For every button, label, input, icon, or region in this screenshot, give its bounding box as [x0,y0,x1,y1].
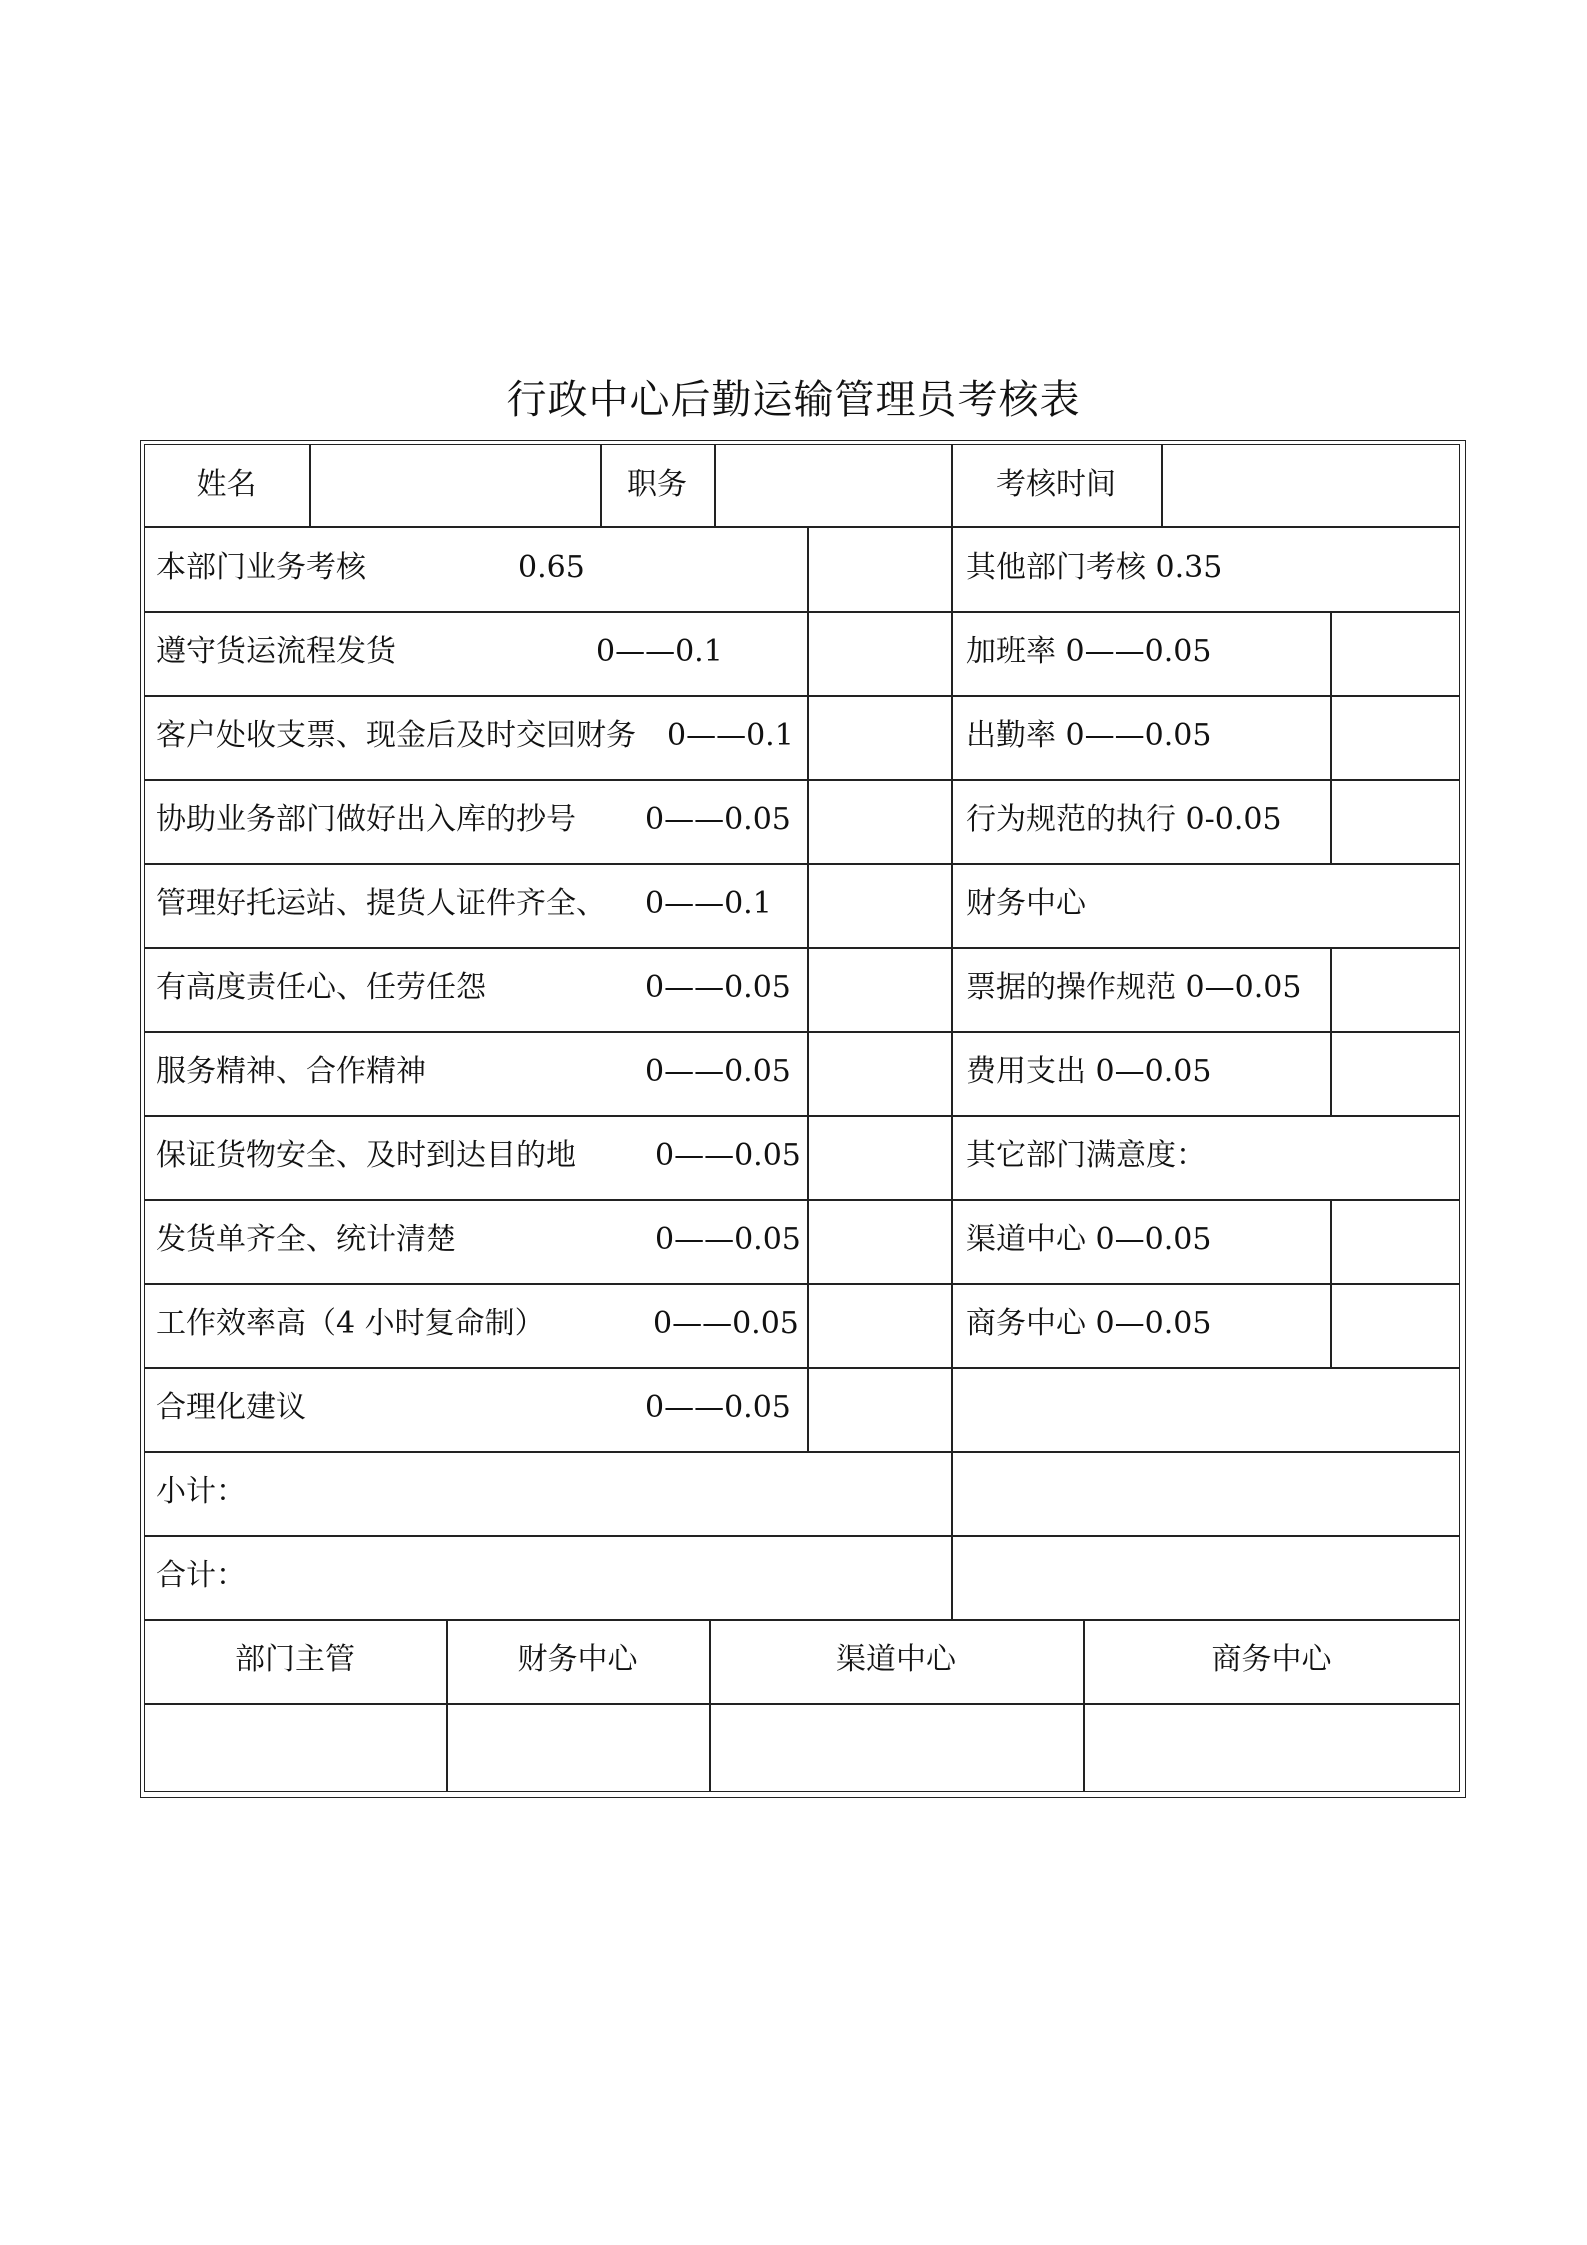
item-range: 0——0.05 [653,1306,799,1341]
right-item: 财务中心 [966,886,1086,921]
form-title: 行政中心后勤运输管理员考核表 [506,377,1081,423]
item-range: 0——0.1 [645,886,772,921]
item-range: 0——0.1 [596,634,723,669]
position-field[interactable] [716,446,951,526]
signature-finance: 财务中心 [517,1642,638,1677]
item-range: 0——0.05 [645,1390,791,1425]
item-range: 0——0.05 [645,1054,791,1089]
item-label: 发货单齐全、统计清楚 [156,1222,456,1257]
right-item: 费用支出 0—0.05 [966,1054,1212,1089]
position-label: 职务 [627,467,687,502]
dept-assessment-label: 本部门业务考核 [156,550,366,585]
row-line [144,695,1460,697]
col-line [951,526,953,1619]
item-range: 0——0.1 [667,718,794,753]
row-line [144,1535,1460,1537]
row-line [144,947,1460,949]
assessment-time-label: 考核时间 [996,467,1116,502]
item-label: 遵守货运流程发货 [156,634,396,669]
row-line [144,1283,1460,1285]
row-line [144,1031,1460,1033]
row-line [144,1619,1460,1621]
row-line [144,1115,1460,1117]
item-label: 服务精神、合作精神 [156,1054,426,1089]
row-line [144,1703,1460,1705]
row-line [144,1199,1460,1201]
item-label: 协助业务部门做好出入库的抄号 [156,802,576,837]
subtotal-label: 小计： [156,1474,246,1509]
row-line [144,863,1460,865]
right-item: 其它部门满意度： [966,1138,1206,1173]
col-line [1330,611,1332,863]
item-range: 0——0.05 [645,970,791,1005]
item-label: 客户处收支票、现金后及时交回财务 [156,718,636,753]
right-item: 票据的操作规范 0—0.05 [966,970,1302,1005]
name-field[interactable] [311,446,600,526]
row-line [144,526,1460,528]
col-line [807,526,809,1451]
item-range: 0——0.05 [655,1138,801,1173]
other-dept-assessment-label: 其他部门考核 0.35 [966,550,1223,585]
item-range: 0——0.05 [655,1222,801,1257]
name-label: 姓名 [196,467,257,502]
signature-business: 商务中心 [1211,1642,1332,1677]
row-line [144,1451,1460,1453]
item-label: 保证货物安全、及时到达目的地 [156,1138,576,1173]
total-label: 合计： [156,1558,246,1593]
item-label: 管理好托运站、提货人证件齐全、 [156,886,606,921]
right-item: 行为规范的执行 0-0.05 [966,802,1282,837]
signature-dept-manager: 部门主管 [235,1642,355,1677]
row-line [144,611,1460,613]
item-range: 0——0.05 [645,802,791,837]
col-line [1330,1199,1332,1367]
right-item: 渠道中心 0—0.05 [966,1222,1212,1257]
dept-assessment-weight: 0.65 [518,550,585,585]
col-line [1330,947,1332,1115]
row-line [144,779,1460,781]
right-item: 出勤率 0——0.05 [966,718,1212,753]
row-line [144,1367,1460,1369]
signature-channel: 渠道中心 [836,1642,956,1677]
assessment-time-field[interactable] [1163,446,1460,526]
item-label: 合理化建议 [156,1390,306,1425]
item-label: 工作效率高（4 小时复命制） [156,1306,545,1341]
right-item: 商务中心 0—0.05 [966,1306,1212,1341]
right-item: 加班率 0——0.05 [966,634,1212,669]
item-label: 有高度责任心、任劳任怨 [156,970,486,1005]
